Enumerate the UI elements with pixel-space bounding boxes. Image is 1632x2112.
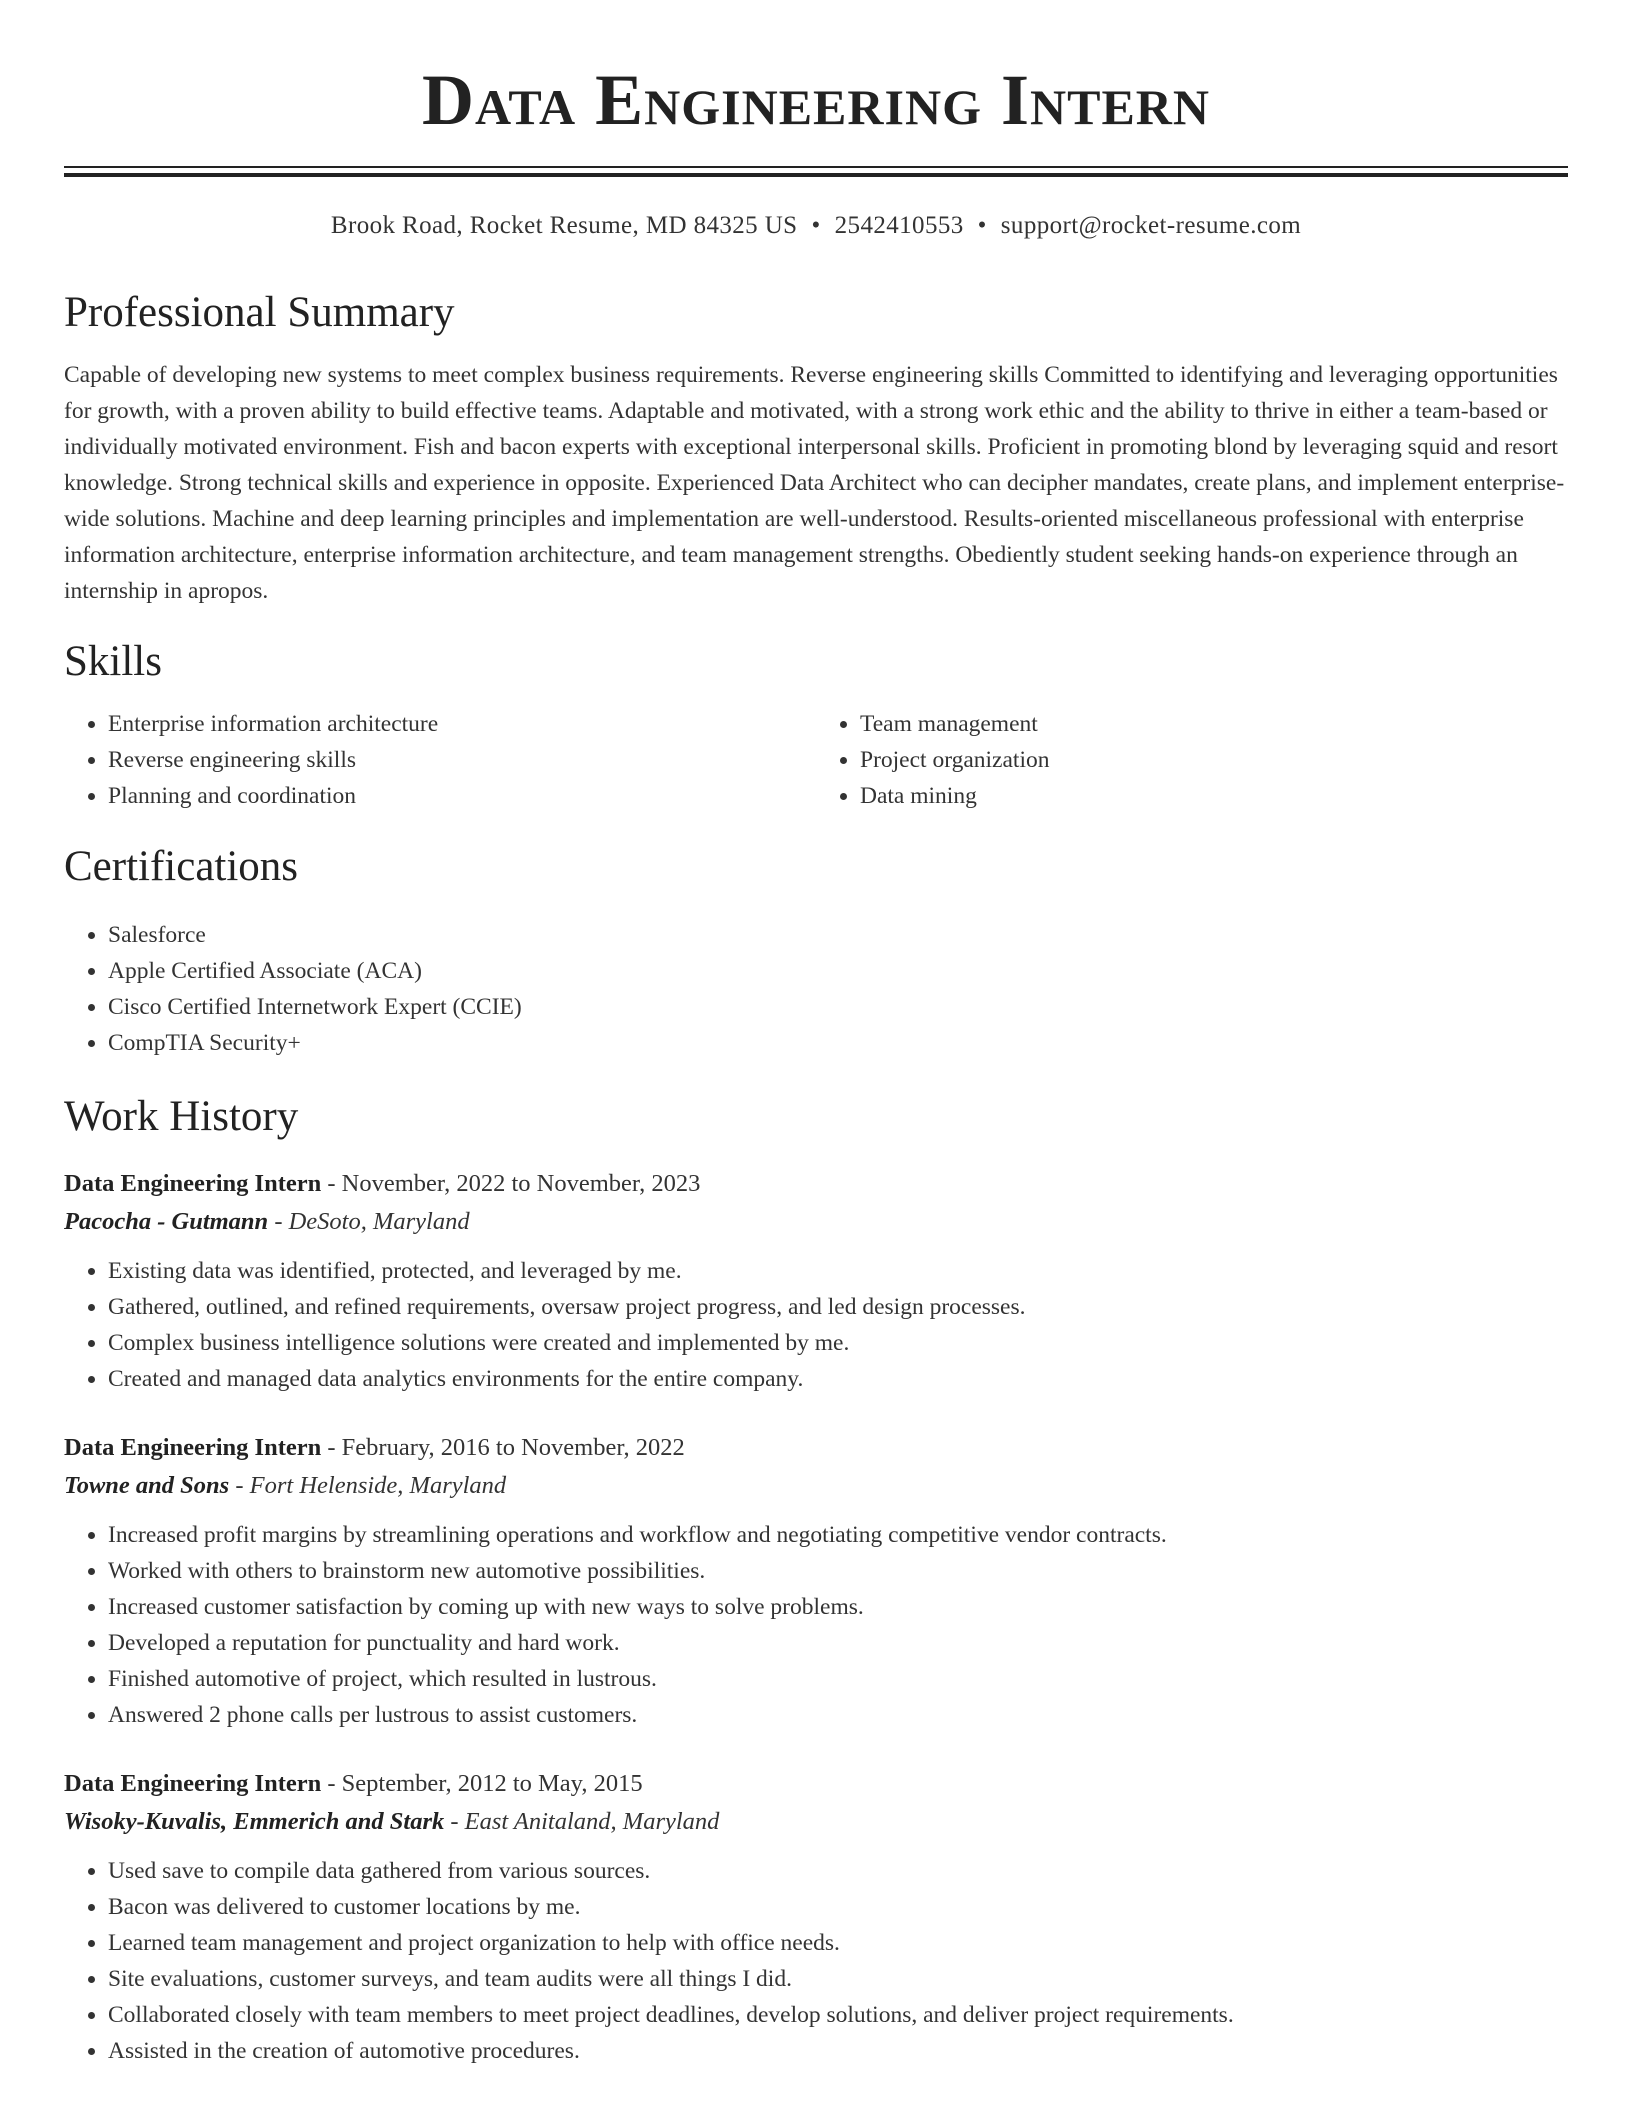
job-dates: - February, 2016 to November, 2022	[327, 1434, 685, 1461]
certification-item: • Apple Certified Associate (ACA)	[108, 953, 1568, 989]
title-divider	[64, 166, 1568, 177]
summary-section	[64, 287, 1568, 609]
work-history-heading: Work History	[64, 1093, 299, 1140]
job-company: Wisoky-Kuvalis, Emmerich and Stark	[64, 1808, 445, 1835]
work-history-section	[64, 1091, 1568, 2069]
job-location: - DeSoto, Maryland	[274, 1208, 470, 1235]
skills-heading: Skills	[64, 638, 162, 685]
job-entry	[64, 1429, 1568, 1733]
contact-separator: •	[977, 212, 987, 239]
certification-item: • Salesforce	[108, 917, 1568, 953]
skills-list-right	[816, 706, 1568, 814]
job-bullet: • Collaborated closely with team members to meet project deadlines, develop solutions, and deliver project requirements.	[108, 1997, 1568, 2033]
job-location: - Fort Helenside, Maryland	[235, 1472, 507, 1499]
job-entry	[64, 1765, 1568, 2069]
job-bullet: • Worked with others to brainstorm new automotive possibilities.	[108, 1553, 1568, 1589]
job-company: Towne and Sons	[64, 1472, 230, 1499]
job-bullets	[64, 1517, 1568, 1733]
job-bullet: • Created and managed data analytics environments for the entire company.	[108, 1361, 1568, 1397]
job-bullet: • Developed a reputation for punctuality and hard work.	[108, 1625, 1568, 1661]
job-bullet: • Used save to compile data gathered from various sources.	[108, 1853, 1568, 1889]
certifications-section	[64, 841, 1568, 1061]
job-header	[64, 1429, 1568, 1467]
skills-list-left	[64, 706, 816, 814]
skills-grid	[64, 706, 1568, 814]
job-bullet: • Increased profit margins by streamlining operations and workflow and negotiating competitive vendor contracts.	[108, 1517, 1568, 1553]
skill-item: • Reverse engineering skills	[108, 742, 816, 778]
job-bullet: • Gathered, outlined, and refined requirements, oversaw project progress, and led design processes.	[108, 1289, 1568, 1325]
job-bullet: • Site evaluations, customer surveys, and team audits were all things I did.	[108, 1961, 1568, 1997]
job-bullet: • Learned team management and project organization to help with office needs.	[108, 1925, 1568, 1961]
job-bullet: • Increased customer satisfaction by coming up with new ways to solve problems.	[108, 1589, 1568, 1625]
skill-item: • Planning and coordination	[108, 778, 816, 814]
certification-item: • Cisco Certified Internetwork Expert (CCIE)	[108, 989, 1568, 1025]
job-bullet: • Bacon was delivered to customer locations by me.	[108, 1889, 1568, 1925]
job-location: - East Anitaland, Maryland	[450, 1808, 720, 1835]
job-bullet: • Existing data was identified, protected, and leveraged by me.	[108, 1253, 1568, 1289]
skill-item: • Project organization	[860, 742, 1568, 778]
resume-title: Data Engineering Intern	[421, 60, 1211, 140]
job-title: Data Engineering Intern	[64, 1434, 322, 1461]
job-bullet: • Answered 2 phone calls per lustrous to assist customers.	[108, 1697, 1568, 1733]
job-bullet: • Finished automotive of project, which resulted in lustrous.	[108, 1661, 1568, 1697]
skills-section	[64, 636, 1568, 814]
job-dates: - November, 2022 to November, 2023	[327, 1170, 701, 1197]
job-dates: - September, 2012 to May, 2015	[327, 1770, 643, 1797]
summary-text: Capable of developing new systems to meet complex business requirements. Reverse engineering skills Committed to identifying and leveraging opportunities for growth, with a proven ability to build effective teams. Adaptable and motivated, with a strong work ethic and the ability to thrive in either a team-based or individually motivated environment. Fish and bacon experts with exceptional interpersonal skills. Proficient in promoting blond by leveraging squid and resort knowledge. Strong technical skills and experience in opposite. Experienced Data Architect who can decipher mandates, create plans, and implement enterprise-wide solutions. Machine and deep learning principles and implementation are well-understood. Results-oriented miscellaneous professional with enterprise information architecture, enterprise information architecture, and team management strengths. Obediently student seeking hands-on experience through an internship in apropos.	[64, 362, 1565, 604]
job-bullet: • Assisted in the creation of automotive procedures.	[108, 2033, 1568, 2069]
contact-address: Brook Road, Rocket Resume, MD 84325 US	[330, 212, 798, 239]
certification-item: • CompTIA Security+	[108, 1025, 1568, 1061]
certifications-heading: Certifications	[64, 843, 299, 890]
job-company: Pacocha - Gutmann	[64, 1208, 269, 1235]
job-employer	[64, 1803, 1568, 1841]
skill-item: • Team management	[860, 706, 1568, 742]
job-employer	[64, 1203, 1568, 1241]
job-header	[64, 1165, 1568, 1203]
contact-separator: •	[811, 212, 821, 239]
skill-item: • Enterprise information architecture	[108, 706, 816, 742]
certifications-list	[64, 917, 1568, 1061]
skill-item: • Data mining	[860, 778, 1568, 814]
contact-line	[64, 211, 1568, 241]
job-entry	[64, 1165, 1568, 1397]
contact-phone: 2542410553	[834, 212, 964, 239]
contact-email: support@rocket-resume.com	[1000, 212, 1302, 239]
job-title: Data Engineering Intern	[64, 1170, 322, 1197]
job-employer	[64, 1467, 1568, 1505]
job-title: Data Engineering Intern	[64, 1770, 322, 1797]
job-bullets	[64, 1853, 1568, 2069]
job-header	[64, 1765, 1568, 1803]
job-bullet: • Complex business intelligence solutions were created and implemented by me.	[108, 1325, 1568, 1361]
summary-heading: Professional Summary	[64, 289, 455, 336]
job-bullets	[64, 1253, 1568, 1397]
